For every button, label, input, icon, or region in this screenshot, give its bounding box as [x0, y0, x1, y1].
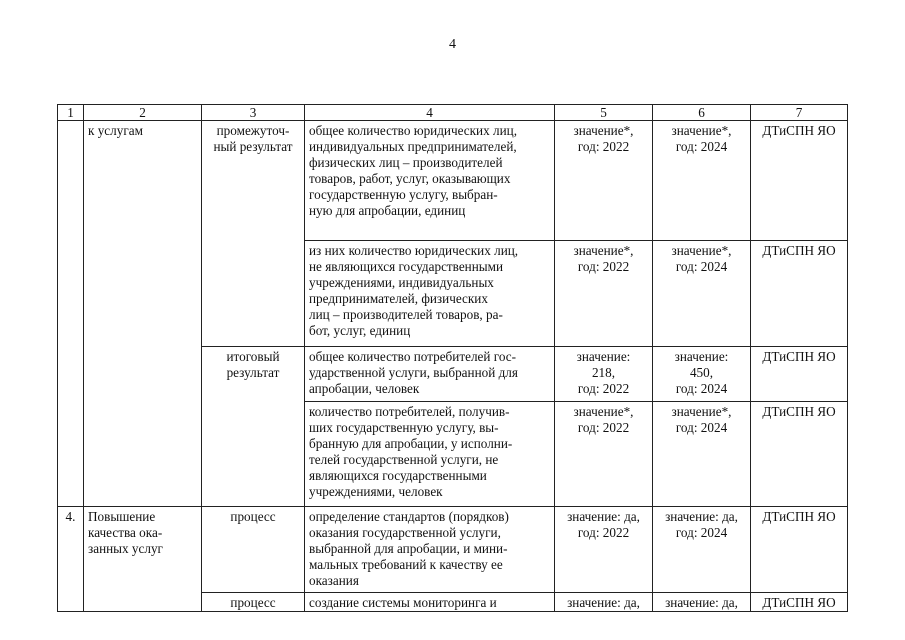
- cell-line: учреждениями, индивидуальных: [309, 275, 494, 290]
- cell-line: год: 2022: [577, 259, 630, 274]
- header-cell: 3: [202, 105, 305, 121]
- stage-cell: [202, 507, 305, 593]
- cell-line: ударственной услуги, выбранной для: [309, 365, 518, 380]
- cell-line: результат: [226, 365, 280, 380]
- cell-line: процесс: [230, 595, 276, 610]
- cell-line: год: 2024: [675, 259, 728, 274]
- cell-line: определение стандартов (порядков): [309, 509, 509, 524]
- cell-line: бот, услуг, единиц: [309, 323, 411, 338]
- cell-line: к услугам: [88, 123, 143, 138]
- responsible-cell: ДТиСПН ЯО: [751, 241, 848, 347]
- cell-line: промежуточ-: [216, 123, 290, 138]
- row-number-cell: [58, 121, 84, 507]
- row-number-cell: 4.: [58, 507, 84, 612]
- cell-line: общее количество потребителей гос-: [309, 349, 516, 364]
- indicator-description-cell: [305, 507, 555, 593]
- cell-line: физических лиц – производителей: [309, 155, 503, 170]
- cell-line: значение:: [674, 349, 729, 364]
- cell-line: значение*,: [573, 123, 634, 138]
- base-value-cell: [555, 347, 653, 402]
- indicator-description-cell: [305, 593, 555, 612]
- indicator-description-cell: [305, 241, 555, 347]
- cell-line: год: 2024: [675, 381, 728, 396]
- target-value-cell: [653, 241, 751, 347]
- cell-line: процесс: [230, 509, 276, 524]
- goal-name-cell: [84, 507, 202, 612]
- cell-line: Повышение: [88, 509, 156, 524]
- header-cell: 5: [555, 105, 653, 121]
- cell-line: из них количество юридических лиц,: [309, 243, 519, 258]
- responsible-cell: ДТиСПН ЯО: [751, 121, 848, 241]
- cell-line: ших государственную услугу, вы-: [309, 420, 499, 435]
- target-value-cell: [653, 593, 751, 612]
- cell-line: апробации, человек: [309, 381, 420, 396]
- header-row: [58, 105, 848, 121]
- header-cell: 2: [84, 105, 202, 121]
- cell-line: бранную для апробации, у исполни-: [309, 436, 513, 451]
- responsible-cell: ДТиСПН ЯО: [751, 593, 848, 612]
- cell-line: значение*,: [671, 123, 732, 138]
- cell-line: год: 2022: [577, 525, 630, 540]
- cell-line: значение: да,: [567, 595, 640, 610]
- target-value-cell: [653, 507, 751, 593]
- indicator-description-cell: [305, 402, 555, 507]
- cell-line: предпринимателей, физических: [309, 291, 488, 306]
- cell-line: ный результат: [213, 139, 293, 154]
- cell-line: год: 2022: [577, 381, 630, 396]
- base-value-cell: [555, 507, 653, 593]
- cell-line: год: 2022: [577, 420, 630, 435]
- indicators-table: [57, 104, 848, 612]
- cell-line: качества ока-: [88, 525, 163, 540]
- cell-line: 218,: [591, 365, 616, 380]
- cell-line: год: 2024: [675, 525, 728, 540]
- target-value-cell: [653, 121, 751, 241]
- cell-line: значение: да,: [665, 595, 738, 610]
- cell-line: значение*,: [573, 404, 634, 419]
- cell-line: учреждениями, человек: [309, 484, 443, 499]
- cell-line: являющихся государственными: [309, 468, 487, 483]
- cell-line: лиц – производителей товаров, ра-: [309, 307, 503, 322]
- cell-line: телей государственной услуги, не: [309, 452, 499, 467]
- base-value-cell: [555, 241, 653, 347]
- cell-line: общее количество юридических лиц,: [309, 123, 517, 138]
- cell-line: год: 2024: [675, 420, 728, 435]
- page-number: 4: [449, 37, 456, 52]
- cell-line: год: 2024: [675, 139, 728, 154]
- cell-line: значение*,: [671, 243, 732, 258]
- cell-line: значение:: [576, 349, 631, 364]
- cell-line: оказания государственной услуги,: [309, 525, 501, 540]
- cell-line: государственную услугу, выбран-: [309, 187, 498, 202]
- cell-line: занных услуг: [88, 541, 163, 556]
- cell-line: товаров, работ, услуг, оказывающих: [309, 171, 511, 186]
- cell-line: год: 2022: [577, 139, 630, 154]
- header-cell: 6: [653, 105, 751, 121]
- responsible-cell: ДТиСПН ЯО: [751, 347, 848, 402]
- base-value-cell: [555, 121, 653, 241]
- header-cell: 4: [305, 105, 555, 121]
- stage-cell: [202, 593, 305, 612]
- target-value-cell: [653, 402, 751, 507]
- header-cell: 1: [58, 105, 84, 121]
- base-value-cell: [555, 402, 653, 507]
- cell-line: значение: да,: [567, 509, 640, 524]
- cell-line: создание системы мониторинга и: [309, 595, 497, 610]
- stage-cell: [202, 121, 305, 347]
- target-value-cell: [653, 347, 751, 402]
- cell-line: не являющихся государственными: [309, 259, 504, 274]
- cell-line: индивидуальных предпринимателей,: [309, 139, 517, 154]
- responsible-cell: ДТиСПН ЯО: [751, 507, 848, 593]
- cell-line: значение: да,: [665, 509, 738, 524]
- header-cell: 7: [751, 105, 848, 121]
- cell-line: значение*,: [573, 243, 634, 258]
- table-row: [58, 507, 848, 593]
- cell-line: количество потребителей, получив-: [309, 404, 510, 419]
- cell-line: значение*,: [671, 404, 732, 419]
- cell-line: итоговый: [226, 349, 280, 364]
- goal-name-cell: [84, 121, 202, 507]
- cell-line: оказания: [309, 573, 359, 588]
- indicator-description-cell: [305, 121, 555, 241]
- cell-line: выбранной для апробации, и мини-: [309, 541, 508, 556]
- indicator-description-cell: [305, 347, 555, 402]
- cell-line: мальных требований к качеству ее: [309, 557, 503, 572]
- stage-cell: [202, 347, 305, 507]
- table-row: [58, 121, 848, 241]
- responsible-cell: ДТиСПН ЯО: [751, 402, 848, 507]
- cell-line: ную для апробации, единиц: [309, 203, 466, 218]
- cell-line: 450,: [689, 365, 714, 380]
- base-value-cell: [555, 593, 653, 612]
